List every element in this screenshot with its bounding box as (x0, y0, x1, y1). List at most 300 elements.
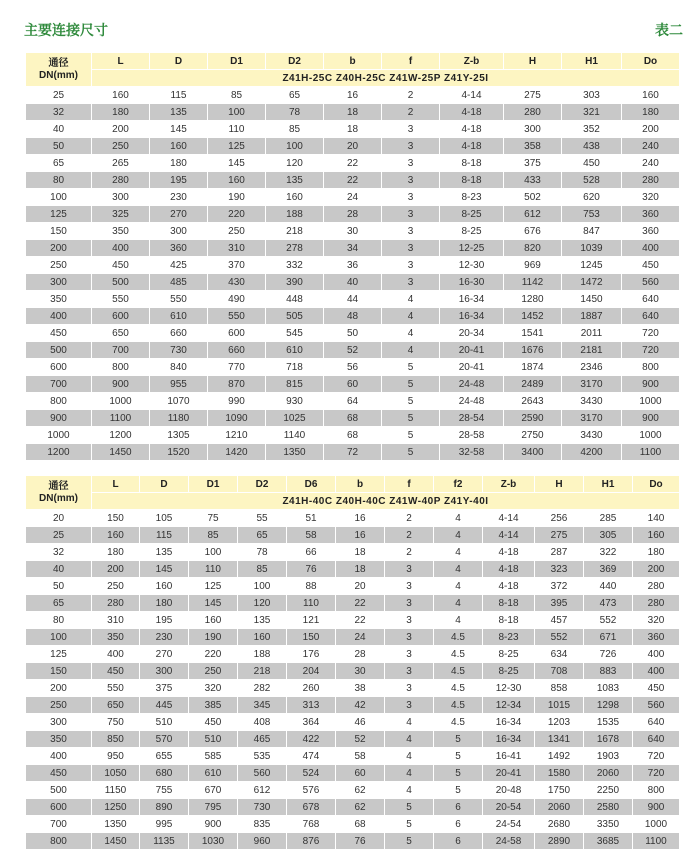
table-cell: 313 (287, 697, 336, 714)
table-cell: 1676 (504, 342, 562, 359)
table-cell: 969 (504, 257, 562, 274)
table-cell: 800 (26, 393, 92, 410)
table-cell: 125 (189, 578, 238, 595)
table-cell: 332 (266, 257, 324, 274)
table-cell: 360 (150, 240, 208, 257)
table-cell: 85 (208, 87, 266, 104)
table-cell: 270 (150, 206, 208, 223)
table-row (26, 544, 680, 561)
table-cell: 550 (92, 680, 140, 697)
table-cell: 12-30 (483, 680, 535, 697)
table-cell: 995 (140, 816, 189, 833)
table-cell: 1150 (92, 782, 140, 799)
table-cell: 24-48 (440, 393, 504, 410)
table-cell: 282 (238, 680, 287, 697)
table-cell: 46 (336, 714, 385, 731)
table-cell: 320 (189, 680, 238, 697)
table-cell: 188 (266, 206, 324, 223)
table-cell: 64 (324, 393, 382, 410)
table-cell: 66 (287, 544, 336, 561)
table-cell: 30 (324, 223, 382, 240)
table-cell: 180 (633, 544, 680, 561)
table-row (26, 325, 680, 342)
table-cell: 840 (150, 359, 208, 376)
table-cell: 8-18 (483, 612, 535, 629)
table-cell: 450 (622, 257, 680, 274)
table-cell: 4 (434, 510, 483, 527)
table-cell: 4 (434, 595, 483, 612)
table-cell: 180 (92, 544, 140, 561)
table-cell: 600 (26, 799, 92, 816)
table-cell: 1083 (584, 680, 633, 697)
table-cell: 440 (584, 578, 633, 595)
table-cell: 200 (633, 561, 680, 578)
table-cell: 100 (26, 189, 92, 206)
table-cell: 25 (26, 527, 92, 544)
table-cell: 3 (385, 612, 434, 629)
table-cell: 321 (562, 104, 622, 121)
table-cell: 1245 (562, 257, 622, 274)
table-cell: 490 (208, 291, 266, 308)
table-cell: 634 (535, 646, 584, 663)
table-cell: 960 (238, 833, 287, 850)
table-cell: 265 (92, 155, 150, 172)
table-cell: 65 (26, 595, 92, 612)
table-cell: 240 (622, 155, 680, 172)
table-cell: 550 (208, 308, 266, 325)
table-row (26, 697, 680, 714)
table-cell: 160 (266, 189, 324, 206)
table-cell: 20-54 (483, 799, 535, 816)
table-cell: 3170 (562, 376, 622, 393)
table-cell: 287 (535, 544, 584, 561)
table-cell: 408 (238, 714, 287, 731)
table-cell: 85 (238, 561, 287, 578)
table-cell: 325 (92, 206, 150, 223)
table-cell: 5 (382, 359, 440, 376)
table-cell: 24-58 (483, 833, 535, 850)
table-cell: 560 (622, 274, 680, 291)
table-cell: 1000 (622, 427, 680, 444)
column-header: H1 (584, 476, 633, 493)
table-cell: 535 (238, 748, 287, 765)
table-cell: 1030 (189, 833, 238, 850)
table-cell: 135 (150, 104, 208, 121)
table-cell: 125 (26, 646, 92, 663)
table-cell: 22 (324, 172, 382, 189)
table-cell: 20-34 (440, 325, 504, 342)
table-cell: 5 (434, 731, 483, 748)
table-cell: 730 (150, 342, 208, 359)
table-cell: 4.5 (434, 646, 483, 663)
column-header: Z-b (440, 53, 504, 70)
table-cell: 755 (140, 782, 189, 799)
table-cell: 2590 (504, 410, 562, 427)
table-cell: 670 (189, 782, 238, 799)
table-cell: 220 (208, 206, 266, 223)
table-cell: 485 (150, 274, 208, 291)
table-cell: 18 (336, 544, 385, 561)
table-cell: 180 (92, 104, 150, 121)
table-cell: 125 (208, 138, 266, 155)
table-cell: 2181 (562, 342, 622, 359)
table-cell: 62 (336, 799, 385, 816)
table-cell: 8-23 (440, 189, 504, 206)
table-cell: 300 (504, 121, 562, 138)
table-cell: 2346 (562, 359, 622, 376)
table-cell: 20-41 (440, 342, 504, 359)
table-cell: 676 (504, 223, 562, 240)
table-cell: 110 (189, 561, 238, 578)
table-cell: 5 (382, 410, 440, 427)
table-cell: 5 (382, 376, 440, 393)
table-cell: 22 (336, 595, 385, 612)
column-header: D2 (266, 53, 324, 70)
table-cell: 660 (208, 342, 266, 359)
table-cell: 4 (385, 782, 434, 799)
table-cell: 3 (385, 578, 434, 595)
table-cell: 305 (584, 527, 633, 544)
table-cell: 1000 (92, 393, 150, 410)
table-cell: 16-30 (440, 274, 504, 291)
table-cell: 1887 (562, 308, 622, 325)
table-row (26, 612, 680, 629)
table-cell: 4 (385, 765, 434, 782)
table-cell: 145 (140, 561, 189, 578)
table-cell: 500 (26, 342, 92, 359)
table-cell: 753 (562, 206, 622, 223)
table-cell: 600 (208, 325, 266, 342)
table-cell: 671 (584, 629, 633, 646)
table-cell: 528 (562, 172, 622, 189)
table-row (26, 359, 680, 376)
table-cell: 4-18 (483, 578, 535, 595)
table-cell: 280 (504, 104, 562, 121)
table-cell: 4-14 (483, 527, 535, 544)
table-cell: 24-48 (440, 376, 504, 393)
table-cell: 24 (336, 629, 385, 646)
table-cell: 5 (434, 782, 483, 799)
table-cell: 545 (266, 325, 324, 342)
table-cell: 72 (324, 444, 382, 461)
column-header: D (150, 53, 208, 70)
table-cell: 1000 (26, 427, 92, 444)
table-cell: 150 (26, 223, 92, 240)
table-cell: 6 (434, 833, 483, 850)
table-row (26, 240, 680, 257)
table-cell: 18 (324, 104, 382, 121)
table-cell: 310 (208, 240, 266, 257)
table-cell: 78 (266, 104, 324, 121)
table-cell: 3 (382, 172, 440, 189)
table-cell: 250 (208, 223, 266, 240)
table-cell: 473 (584, 595, 633, 612)
table-cell: 300 (26, 714, 92, 731)
table-cell: 5 (385, 833, 434, 850)
table-row (26, 257, 680, 274)
column-header: D2 (238, 476, 287, 493)
table-cell: 524 (287, 765, 336, 782)
table-cell: 145 (150, 121, 208, 138)
table-cell: 125 (26, 206, 92, 223)
table-cell: 450 (633, 680, 680, 697)
table-cell: 4-14 (440, 87, 504, 104)
table-cell: 585 (189, 748, 238, 765)
table-cell: 448 (266, 291, 324, 308)
table-cell: 190 (189, 629, 238, 646)
table-cell: 726 (584, 646, 633, 663)
table-cell: 720 (633, 748, 680, 765)
table-cell: 858 (535, 680, 584, 697)
table-cell: 110 (208, 121, 266, 138)
table-cell: 1180 (150, 410, 208, 427)
table-cell: 8-25 (440, 223, 504, 240)
table-cell: 270 (140, 646, 189, 663)
table-cell: 1450 (562, 291, 622, 308)
table-cell: 345 (238, 697, 287, 714)
table-label: 表二 (655, 23, 683, 39)
table-cell: 876 (287, 833, 336, 850)
table-cell: 12-30 (440, 257, 504, 274)
column-header: L (92, 476, 140, 493)
column-header: H (535, 476, 584, 493)
table-cell: 195 (150, 172, 208, 189)
table-cell: 4 (434, 578, 483, 595)
column-header: L (92, 53, 150, 70)
table-row (26, 646, 680, 663)
table-cell: 612 (238, 782, 287, 799)
table-cell: 364 (287, 714, 336, 731)
table-cell: 22 (324, 155, 382, 172)
table-cell: 370 (208, 257, 266, 274)
table-cell: 680 (140, 765, 189, 782)
table-cell: 1341 (535, 731, 584, 748)
table-cell: 220 (189, 646, 238, 663)
table-cell: 160 (150, 138, 208, 155)
table-cell: 80 (26, 172, 92, 189)
table-cell: 1210 (208, 427, 266, 444)
table-cell: 2250 (584, 782, 633, 799)
table-cell: 195 (140, 612, 189, 629)
table-cell: 3430 (562, 427, 622, 444)
table-cell: 1100 (622, 444, 680, 461)
table-cell: 40 (26, 121, 92, 138)
table-cell: 303 (562, 87, 622, 104)
table-cell: 820 (504, 240, 562, 257)
table-cell: 16-34 (440, 291, 504, 308)
table-cell: 650 (92, 697, 140, 714)
table-cell: 570 (140, 731, 189, 748)
table-cell: 8-25 (440, 206, 504, 223)
table-cell: 4-18 (440, 121, 504, 138)
table-cell: 38 (336, 680, 385, 697)
column-header: H1 (562, 53, 622, 70)
table-cell: 3685 (584, 833, 633, 850)
table-cell: 4 (382, 308, 440, 325)
table-cell: 60 (324, 376, 382, 393)
table-cell: 2 (385, 544, 434, 561)
table-cell: 610 (266, 342, 324, 359)
table-cell: 85 (266, 121, 324, 138)
table-cell: 1452 (504, 308, 562, 325)
table-cell: 5 (434, 765, 483, 782)
table-cell: 650 (92, 325, 150, 342)
table-row (26, 138, 680, 155)
table-cell: 450 (26, 325, 92, 342)
table-cell: 990 (208, 393, 266, 410)
table-cell: 1100 (633, 833, 680, 850)
table-cell: 58 (287, 527, 336, 544)
column-header: Do (633, 476, 680, 493)
table-cell: 457 (535, 612, 584, 629)
table-cell: 883 (584, 663, 633, 680)
table-cell: 100 (208, 104, 266, 121)
table-cell: 3350 (584, 816, 633, 833)
table-cell: 4-14 (483, 510, 535, 527)
table-cell: 3 (385, 663, 434, 680)
column-header: D1 (208, 53, 266, 70)
table-cell: 48 (324, 308, 382, 325)
table-cell: 360 (622, 206, 680, 223)
table-row (26, 189, 680, 206)
table-cell: 260 (287, 680, 336, 697)
table-cell: 2580 (584, 799, 633, 816)
table-cell: 4 (434, 527, 483, 544)
table-cell: 505 (266, 308, 324, 325)
table-cell: 450 (92, 663, 140, 680)
table-cell: 1678 (584, 731, 633, 748)
table-cell: 50 (26, 138, 92, 155)
table-cell: 800 (622, 359, 680, 376)
table-cell: 3 (382, 189, 440, 206)
table-cell: 120 (238, 595, 287, 612)
table-cell: 4.5 (434, 629, 483, 646)
table-cell: 1070 (150, 393, 208, 410)
table-cell: 3 (382, 257, 440, 274)
table-cell: 2489 (504, 376, 562, 393)
table-cell: 1472 (562, 274, 622, 291)
table-cell: 2011 (562, 325, 622, 342)
table-cell: 20 (26, 510, 92, 527)
table-row (26, 87, 680, 104)
table-cell: 50 (324, 325, 382, 342)
table-cell: 16-34 (440, 308, 504, 325)
table-cell: 450 (92, 257, 150, 274)
table-cell: 8-18 (440, 172, 504, 189)
table-cell: 1203 (535, 714, 584, 731)
table-cell: 4 (434, 561, 483, 578)
table-cell: 900 (26, 410, 92, 427)
table-cell: 369 (584, 561, 633, 578)
table-cell: 3 (382, 155, 440, 172)
table-cell: 16 (336, 510, 385, 527)
table-cell: 870 (208, 376, 266, 393)
table-cell: 6 (434, 799, 483, 816)
table-cell: 16-41 (483, 748, 535, 765)
table-cell: 8-18 (440, 155, 504, 172)
table-cell: 121 (287, 612, 336, 629)
table-cell: 100 (238, 578, 287, 595)
table-cell: 3 (385, 680, 434, 697)
table-cell: 250 (92, 138, 150, 155)
table-cell: 1298 (584, 697, 633, 714)
table-cell: 600 (26, 359, 92, 376)
column-header: f (382, 53, 440, 70)
table-cell: 230 (150, 189, 208, 206)
table-cell: 6 (434, 816, 483, 833)
table-cell: 4200 (562, 444, 622, 461)
table-row (26, 663, 680, 680)
table-cell: 51 (287, 510, 336, 527)
table-cell: 200 (622, 121, 680, 138)
table-cell: 275 (504, 87, 562, 104)
table-cell: 2750 (504, 427, 562, 444)
table-row (26, 206, 680, 223)
table-cell: 510 (189, 731, 238, 748)
table-cell: 3 (385, 561, 434, 578)
table-cell: 900 (92, 376, 150, 393)
table-cell: 280 (622, 172, 680, 189)
table-cell: 445 (140, 697, 189, 714)
table-row (26, 561, 680, 578)
table-row (26, 342, 680, 359)
table-cell: 250 (92, 578, 140, 595)
table-cell: 847 (562, 223, 622, 240)
table-cell: 700 (92, 342, 150, 359)
table-cell: 350 (92, 223, 150, 240)
table-cell: 433 (504, 172, 562, 189)
table-cell: 800 (633, 782, 680, 799)
table-cell: 400 (26, 748, 92, 765)
table-cell: 395 (535, 595, 584, 612)
column-header: D1 (189, 476, 238, 493)
table-cell: 32 (26, 104, 92, 121)
table-cell: 100 (266, 138, 324, 155)
table-cell: 358 (504, 138, 562, 155)
table-cell: 65 (266, 87, 324, 104)
table-cell: 612 (504, 206, 562, 223)
table-cell: 900 (622, 376, 680, 393)
table-row (26, 155, 680, 172)
table-cell: 204 (287, 663, 336, 680)
table-cell: 422 (287, 731, 336, 748)
table-cell: 3 (382, 206, 440, 223)
column-header: D (140, 476, 189, 493)
table-cell: 640 (622, 308, 680, 325)
table-cell: 3170 (562, 410, 622, 427)
table-cell: 2060 (584, 765, 633, 782)
table-cell: 3 (382, 240, 440, 257)
table-cell: 350 (92, 629, 140, 646)
table-cell: 1492 (535, 748, 584, 765)
table-cell: 75 (189, 510, 238, 527)
table-cell: 180 (622, 104, 680, 121)
table-cell: 30 (336, 663, 385, 680)
table-cell: 160 (238, 629, 287, 646)
table-cell: 360 (622, 223, 680, 240)
table-cell: 560 (633, 697, 680, 714)
table-cell: 4 (382, 325, 440, 342)
table-cell: 160 (92, 527, 140, 544)
table-cell: 900 (633, 799, 680, 816)
table-cell: 250 (26, 257, 92, 274)
table-cell: 5 (382, 427, 440, 444)
table-cell: 56 (324, 359, 382, 376)
table-cell: 4.5 (434, 714, 483, 731)
table-cell: 160 (622, 87, 680, 104)
table-cell: 4 (385, 748, 434, 765)
table-cell: 552 (584, 612, 633, 629)
